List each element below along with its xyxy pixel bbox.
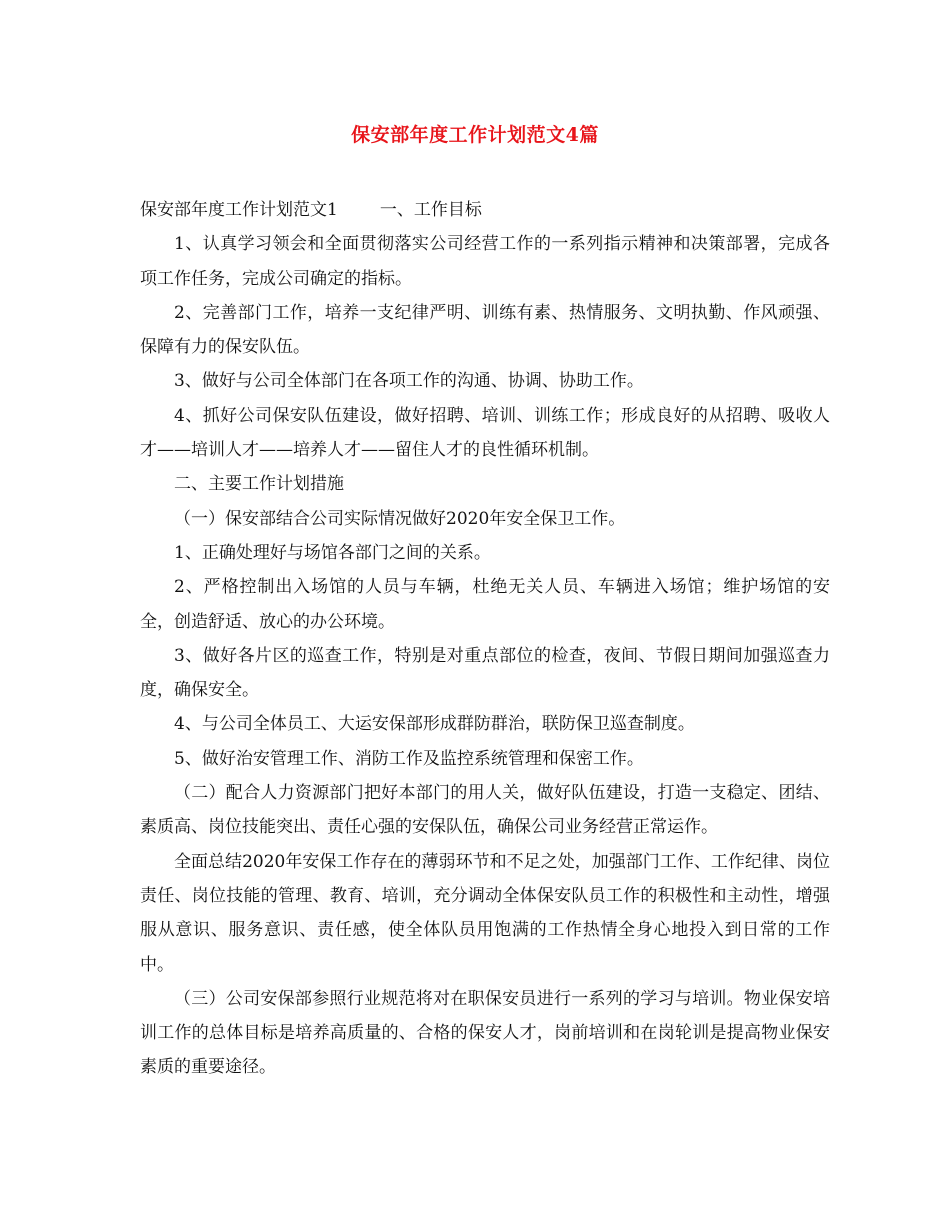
paragraph: 全面总结2020年安保工作存在的薄弱环节和不足之处，加强部门工作、工作纪律、岗位责任、岗位技能的管理、教育、培训，充分调动全体保安队员工作的积极性和主动性，增强服从意识、服务意识、责任感，使全体队员用饱满的工作热情全身心地投入到日常的工作中。	[140, 851, 830, 975]
paragraph: 5、做好治安管理工作、消防工作及监控系统管理和保密工作。	[174, 748, 644, 769]
paragraph: （二）配合人力资源部门把好本部门的用人关，做好队伍建设，打造一支稳定、团结、素质高、岗位技能突出、责任心强的安保队伍，确保公司业务经营正常运作。	[140, 783, 830, 838]
paragraph: （三）公司安保部参照行业规范将对在职保安员进行一系列的学习与培训。物业保安培训工作的总体目标是培养高质量的、合格的保安人才，岗前培训和在岗轮训是提高物业保安素质的重要途径。	[140, 988, 830, 1078]
document-body	[140, 193, 830, 1085]
section-heading-1: 保安部年度工作计划范文1	[140, 200, 338, 220]
document-title: 保安部年度工作计划范文4篇	[351, 124, 599, 146]
paragraph: （一）保安部结合公司实际情况做好2020年安全保卫工作。	[174, 508, 626, 529]
paragraph: 2、完善部门工作，培养一支纪律严明、训练有素、热情服务、文明执勤、作风顽强、保障有力的保安队伍。	[140, 302, 830, 358]
subheading-main-measures: 二、主要工作计划措施	[174, 474, 344, 495]
paragraph: 3、做好各片区的巡查工作，特别是对重点部位的检查，夜间、节假日期间加强巡查力度，确保安全。	[140, 645, 830, 701]
paragraph: 3、做好与公司全体部门在各项工作的沟通、协调、协助工作。	[174, 371, 644, 392]
first-line	[140, 193, 830, 227]
paragraph: 1、认真学习领会和全面贯彻落实公司经营工作的一系列指示精神和决策部署，完成各项工作任务，完成公司确定的指标。	[140, 234, 830, 289]
paragraph: 2、严格控制出入场馆的人员与车辆，杜绝无关人员、车辆进入场馆；维护场馆的安全，创造舒适、放心的办公环境。	[140, 577, 830, 632]
subheading-work-goals: 一、工作目标	[379, 200, 482, 220]
paragraph: 4、抓好公司保安队伍建设，做好招聘、培训、训练工作；形成良好的从招聘、吸收人才——培训人才——培养人才——留住人才的良性循环机制。	[140, 405, 830, 461]
paragraph: 4、与公司全体员工、大运安保部形成群防群治，联防保卫巡查制度。	[174, 714, 695, 735]
paragraph: 1、正确处理好与场馆各部门之间的关系。	[174, 542, 491, 563]
